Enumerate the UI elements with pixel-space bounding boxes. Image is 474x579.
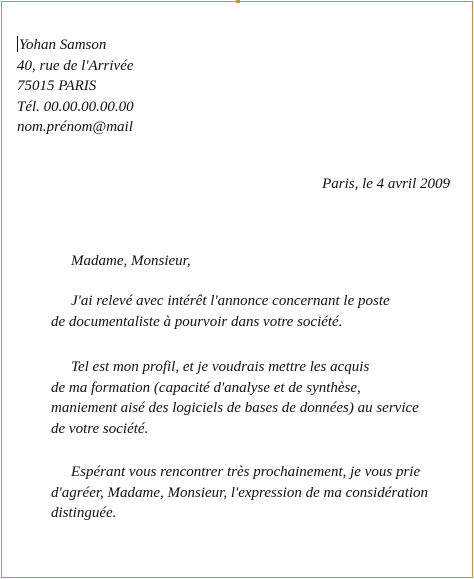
sender-name: Yohan Samson (19, 37, 107, 53)
paragraph-2 (51, 357, 419, 439)
sender-block (17, 35, 134, 138)
paragraph-3-line-1: Espérant vous rencontrer très prochainement, je vous prie (71, 464, 421, 480)
sender-email: nom.prénom@mail (17, 119, 133, 135)
date-line: Paris, le 4 avril 2009 (322, 176, 450, 192)
paragraph-3 (51, 462, 428, 524)
paragraph-2-line-2: de ma formation (capacité d'analyse et de synthèse, (51, 379, 361, 396)
paragraph-2-line-1: Tel est mon profil, et je voudrais mettre les acquis (71, 359, 370, 375)
paragraph-1 (51, 291, 390, 332)
sender-city: 75015 PARIS (17, 78, 97, 94)
sender-name-line (17, 35, 134, 56)
paragraph-1-line-2: de documentaliste à pourvoir dans votre société. (51, 313, 343, 330)
paragraph-2-line-3: maniement aisé des logiciels de bases de données) au service (51, 400, 419, 416)
paragraph-2-line-4: de votre société. (51, 420, 149, 437)
text-cursor (17, 36, 18, 52)
sender-street: 40, rue de l'Arrivée (17, 57, 134, 74)
paragraph-3-line-2: d'agréer, Madame, Monsieur, l'expression de ma considération (51, 484, 429, 501)
salutation: Madame, Monsieur, (71, 253, 191, 269)
paragraph-1-line-1: J'ai relevé avec intérêt l'annonce concernant le poste (71, 293, 390, 309)
paragraph-3-line-3: distinguée. (51, 505, 117, 521)
sender-phone: Tél. 00.00.00.00.00 (17, 98, 134, 115)
